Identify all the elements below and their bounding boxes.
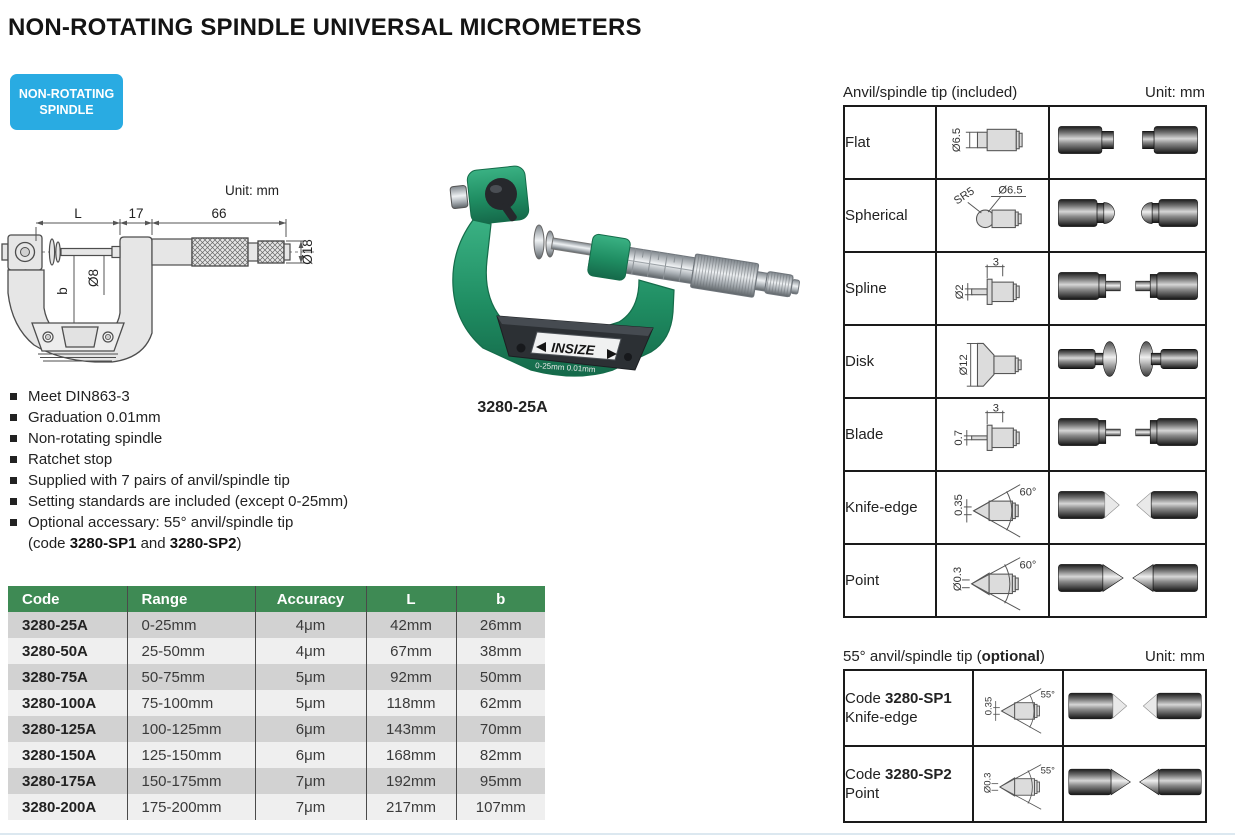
spec-row xyxy=(8,768,545,794)
spec-row xyxy=(8,742,545,768)
tip-row xyxy=(844,398,1206,471)
tip-photo-cell xyxy=(1049,106,1206,179)
tip-row xyxy=(844,106,1206,179)
tip-dim-label: Ø0.3 xyxy=(982,772,994,793)
tip-dim-label: SR5 xyxy=(951,185,977,208)
spec-cell: 70mm xyxy=(456,716,545,742)
dim-label-dia8: Ø8 xyxy=(86,268,101,288)
note-pre: (code xyxy=(28,535,70,552)
unit-label: Unit: mm xyxy=(225,183,279,198)
spec-cell: 95mm xyxy=(456,768,545,794)
spec-cell: 175-200mm xyxy=(127,794,255,820)
spec-cell: 25-50mm xyxy=(127,638,255,664)
tip-name: Disk xyxy=(844,325,936,398)
spec-cell: 3280-100A xyxy=(22,694,97,712)
tip-name: Spline xyxy=(844,252,936,325)
tip-dim-label: 3 xyxy=(992,256,999,269)
spec-cell: 42mm xyxy=(366,612,456,638)
tip-dim-label: 0.7 xyxy=(952,430,965,446)
spec-cell: 118mm xyxy=(366,690,456,716)
tip-pair-photo xyxy=(1066,678,1204,734)
tip-pair-photo xyxy=(1054,330,1202,388)
tip-pair-photo xyxy=(1054,403,1202,461)
spec-row xyxy=(8,612,545,638)
dim-label-66: 66 xyxy=(211,206,227,221)
spec-cell: 62mm xyxy=(456,690,545,716)
spec-table xyxy=(8,586,545,820)
dimension-drawing xyxy=(0,175,320,375)
optional-tip-row xyxy=(844,670,1206,746)
spec-cell: 7μm xyxy=(255,768,366,794)
dim-label-b: b xyxy=(55,287,70,295)
tip-photo-cell xyxy=(1049,179,1206,252)
tip-name: Flat xyxy=(844,106,936,179)
product-photo xyxy=(385,158,805,393)
spec-cell: 107mm xyxy=(456,794,545,820)
spec-cell: 6μm xyxy=(255,742,366,768)
micrometer-illustration xyxy=(450,165,802,376)
spec-cell: 3280-175A xyxy=(22,772,97,790)
tip-row xyxy=(844,325,1206,398)
spec-header: Code xyxy=(8,586,127,612)
optional-tip-photo-cell xyxy=(1063,746,1206,822)
spec-cell: 75-100mm xyxy=(127,690,255,716)
spec-header: Accuracy xyxy=(255,586,366,612)
spec-cell: 5μm xyxy=(255,690,366,716)
non-rotating-spindle-badge xyxy=(10,74,123,130)
tip-dim-label: 55° xyxy=(1040,689,1055,701)
tip-dim-label: Ø0.3 xyxy=(951,566,964,592)
included-tips-table xyxy=(843,105,1207,618)
spec-cell: 3280-50A xyxy=(22,642,88,660)
spec-cell: 4μm xyxy=(255,612,366,638)
badge-line1: NON-ROTATING xyxy=(18,86,115,101)
page-bottom-rule xyxy=(0,833,1235,835)
spec-cell: 5μm xyxy=(255,664,366,690)
spec-cell: 125-150mm xyxy=(127,742,255,768)
feature-note xyxy=(28,533,242,554)
tip-dim-label: Ø12 xyxy=(957,354,970,376)
spec-cell: 168mm xyxy=(366,742,456,768)
tip-row xyxy=(844,179,1206,252)
tip-photo-cell xyxy=(1049,398,1206,471)
dim-label-dia18: Ø18 xyxy=(300,239,315,265)
spec-row xyxy=(8,690,545,716)
optional-tip-photo-cell xyxy=(1063,670,1206,746)
tip-pair-photo xyxy=(1054,476,1202,534)
tip-name: Point xyxy=(844,544,936,617)
feature-list xyxy=(8,386,488,533)
tip-row xyxy=(844,252,1206,325)
tip-dim-cell xyxy=(936,325,1049,398)
dim-label-17: 17 xyxy=(128,206,144,221)
tip-name: Knife-edge xyxy=(844,471,936,544)
spec-cell: 7μm xyxy=(255,794,366,820)
included-tips-unit: Unit: mm xyxy=(1145,84,1205,101)
spec-cell: 3280-25A xyxy=(22,616,88,634)
tip-dim-drawing xyxy=(940,472,1046,538)
tip-pair-photo xyxy=(1054,111,1202,169)
tip-photo-cell xyxy=(1049,544,1206,617)
included-tips-section xyxy=(843,84,1205,618)
spec-cell: 50mm xyxy=(456,664,545,690)
tip-name: Blade xyxy=(844,398,936,471)
note-code2: 3280-SP2 xyxy=(169,535,237,552)
model-label: 3280-25A xyxy=(477,399,548,416)
note-mid: and xyxy=(136,535,170,552)
included-tips-title: Anvil/spindle tip (included) xyxy=(843,84,1018,101)
tip-dim-label: Ø6.5 xyxy=(997,184,1023,197)
feature-item: Non-rotating spindle xyxy=(8,428,488,449)
feature-item: Ratchet stop xyxy=(8,449,488,470)
tip-dim-drawing xyxy=(975,750,1061,814)
optional-tip-name: Code 3280-SP2 Point xyxy=(844,746,973,822)
spec-cell: 6μm xyxy=(255,716,366,742)
tip-photo-cell xyxy=(1049,471,1206,544)
optional-tip-dim-cell xyxy=(973,746,1063,822)
tip-dim-label: 60° xyxy=(1019,559,1036,572)
spec-row xyxy=(8,664,545,690)
tip-photo-cell xyxy=(1049,252,1206,325)
dim-label-L: L xyxy=(74,206,82,221)
spec-cell: 217mm xyxy=(366,794,456,820)
spec-cell: 192mm xyxy=(366,768,456,794)
tip-pair-photo xyxy=(1054,549,1202,607)
spec-cell: 82mm xyxy=(456,742,545,768)
tip-dim-drawing xyxy=(940,545,1046,611)
tip-dim-cell xyxy=(936,471,1049,544)
optional-tips-unit: Unit: mm xyxy=(1145,648,1205,665)
spec-cell: 3280-75A xyxy=(22,668,88,686)
tip-dim-label: 3 xyxy=(992,402,999,415)
tip-row xyxy=(844,544,1206,617)
feature-item: Supplied with 7 pairs of anvil/spindle tip xyxy=(8,470,488,491)
tip-dim-cell xyxy=(936,106,1049,179)
optional-tip-name: Code 3280-SP1 Knife-edge xyxy=(844,670,973,746)
spec-cell: 143mm xyxy=(366,716,456,742)
spec-cell: 67mm xyxy=(366,638,456,664)
badge-line2: SPINDLE xyxy=(39,103,94,117)
feature-item: Meet DIN863-3 xyxy=(8,386,488,407)
tip-dim-drawing xyxy=(940,180,1046,246)
tip-dim-label: 60° xyxy=(1019,486,1036,499)
tip-dim-drawing xyxy=(940,107,1046,173)
spec-header-row xyxy=(8,586,545,612)
spec-header: b xyxy=(456,586,545,612)
optional-tips-title: 55° anvil/spindle tip (optional) xyxy=(843,648,1045,665)
tip-dim-drawing xyxy=(940,326,1046,392)
spec-cell: 0-25mm xyxy=(127,612,255,638)
spec-cell: 3280-125A xyxy=(22,720,97,738)
spec-row xyxy=(8,794,545,820)
optional-tips-section xyxy=(843,648,1205,823)
spec-cell: 100-125mm xyxy=(127,716,255,742)
spec-cell: 150-175mm xyxy=(127,768,255,794)
spec-row xyxy=(8,638,545,664)
spec-cell: 92mm xyxy=(366,664,456,690)
feature-item: Setting standards are included (except 0-25mm) xyxy=(8,491,488,512)
tip-dim-drawing xyxy=(940,399,1046,465)
tip-row xyxy=(844,471,1206,544)
spec-header: Range xyxy=(127,586,255,612)
brand-label: INSIZE xyxy=(550,340,596,359)
tip-dim-drawing xyxy=(940,253,1046,319)
spec-cell: 3280-200A xyxy=(22,798,97,816)
tip-pair-photo xyxy=(1066,754,1204,810)
spec-row xyxy=(8,716,545,742)
tip-dim-label: 55° xyxy=(1040,765,1055,777)
spec-cell: 26mm xyxy=(456,612,545,638)
tip-name: Spherical xyxy=(844,179,936,252)
spec-cell: 38mm xyxy=(456,638,545,664)
note-code1: 3280-SP1 xyxy=(69,535,137,552)
spec-cell: 4μm xyxy=(255,638,366,664)
tip-dim-label: 0.35 xyxy=(983,696,995,715)
tip-dim-label: Ø6.5 xyxy=(950,127,963,153)
tip-photo-cell xyxy=(1049,325,1206,398)
page-title: NON-ROTATING SPINDLE UNIVERSAL MICROMETERS xyxy=(8,14,642,41)
tip-dim-cell xyxy=(936,252,1049,325)
feature-item: Optional accessary: 55° anvil/spindle tip xyxy=(8,512,488,533)
spec-header: L xyxy=(366,586,456,612)
tip-pair-photo xyxy=(1054,257,1202,315)
tip-dim-label: 0.35 xyxy=(952,494,965,516)
tip-dim-cell xyxy=(936,179,1049,252)
note-post: ) xyxy=(236,535,242,552)
tip-dim-cell xyxy=(936,544,1049,617)
photo-range-label: 0-25mm 0.01mm xyxy=(534,361,596,375)
tip-pair-photo xyxy=(1054,184,1202,242)
tip-dim-label: Ø2 xyxy=(953,284,966,300)
tip-dim-drawing xyxy=(975,674,1061,738)
optional-tip-dim-cell xyxy=(973,670,1063,746)
feature-item: Graduation 0.01mm xyxy=(8,407,488,428)
spec-cell: 50-75mm xyxy=(127,664,255,690)
spec-cell: 3280-150A xyxy=(22,746,97,764)
tip-dim-cell xyxy=(936,398,1049,471)
optional-tips-table xyxy=(843,669,1207,823)
optional-tip-row xyxy=(844,746,1206,822)
